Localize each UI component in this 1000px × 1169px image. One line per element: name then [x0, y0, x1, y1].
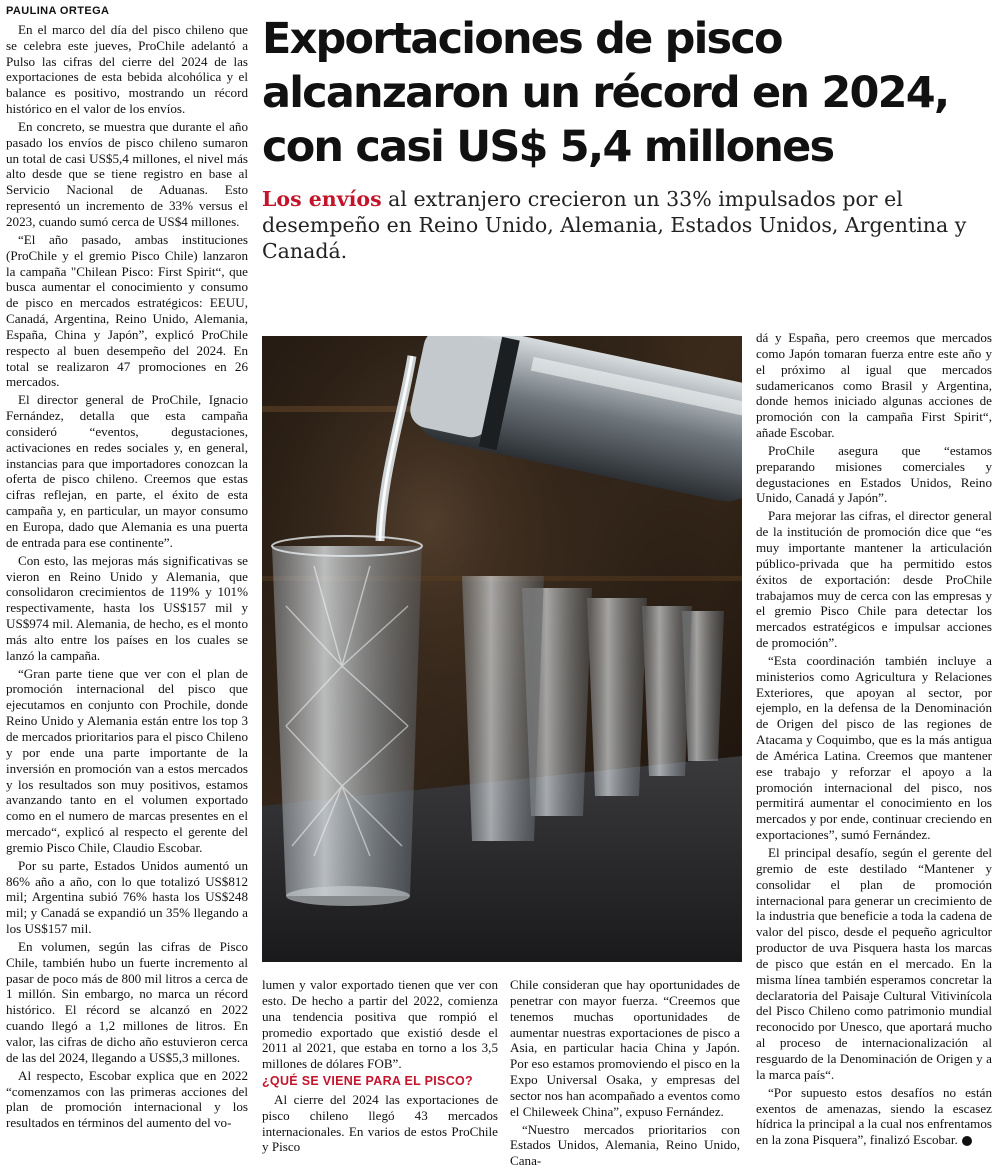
- column-2: [262, 977, 498, 1155]
- headline: Exportaciones de pisco alcanzaron un récord en 2024, con casi US$ 5,4 millones: [262, 14, 949, 172]
- end-of-article-icon: [962, 1136, 972, 1146]
- column-4: [756, 330, 992, 1148]
- paragraph: dá y España, pero creemos que mercados como Japón tomaran fuerza entre este año y el próximo al igual que mercados sudamericanos como Brasil y Argentina, donde hemos iniciado algunas acciones de promoción con la campaña First Spirit“, añade Escobar.: [756, 330, 992, 441]
- deck-text: al extranjero crecieron un 33% impulsados por el desempeño en Reino Unido, Alemania, Estados Unidos, Argentina y Canadá.: [262, 187, 967, 263]
- paragraph: Al cierre del 2024 las exportaciones de pisco chileno llegó 43 mercados internacionales. En varios de estos ProChile y Pisco: [262, 1091, 498, 1155]
- paragraph: Por su parte, Estados Unidos aumentó un 86% año a año, con lo que totalizó US$812 mil; Argentina subió 76% hasta los US$248 mil; y Canadá se expandió un 35% llegando a los US$157 mil.: [6, 857, 248, 937]
- paragraph: lumen y valor exportado tienen que ver con esto. De hecho a partir del 2022, comienza una tendencia positiva que rompió el promedio exportado que existió desde el 2011 al 2021, que estaba en torno a los 3,5 millones de dólares FOB”.: [262, 977, 498, 1072]
- column-1: [6, 4, 248, 1131]
- paragraph-text: “Por supuesto estos desafíos no están exentos de amenazas, siendo la escasez hídrica la principal a la cual nos enfrentamos en la zona Pisquera”, finalizó Escobar.: [756, 1084, 992, 1148]
- paragraph: “El año pasado, ambas instituciones (ProChile y el gremio Pisco Chile) lanzaron la campaña "Chilean Pisco: First Spirit“, que busca aumentar el conocimiento y consumo de pisco en mercados estratégicos: EEUU, Canadá, Argentina, Reino Unido, Alemania, España, China y Japón”, explicó ProChile respecto al buen desempeño del 2024. En total se realizaron 47 promociones en 26 mercados.: [6, 231, 248, 390]
- paragraph: En concreto, se muestra que durante el año pasado los envíos de pisco chileno sumaron un total de casi US$5,4 millones, el nivel más alto desde que se tiene registro en base al Servicio Nacional de Aduanas. Esto representó un incremento de 33% versus el 2023, cuando sumó cerca de US$4 millones.: [6, 118, 248, 229]
- article-photo: [262, 336, 742, 962]
- paragraph: En volumen, según las cifras de Pisco Chile, también hubo un fuerte incremento al pasar de poco más de 800 mil litros a cerca de 1 millón. Sin embargo, no marca un récord histórico. El récord se alcanzó en 2022 cuando llegó a 1,2 millones de litros. En valor, las cifras de dicho año estuvieron cerca de las del 2024, llegando a US$5,3 millones.: [6, 938, 248, 1065]
- pisco-pour-illustration: [262, 336, 742, 962]
- section-subhead: ¿QUÉ SE VIENE PARA EL PISCO?: [262, 1074, 473, 1089]
- paragraph: Para mejorar las cifras, el director general de la institución de promoción dice que “es muy importante mantener la articulación público-privada que ha permitido estos éxitos de exportación: desde ProChile trabajamos muy de cerca con las empresas y el gremio Pisco Chile para detectar los mercados estratégicos e impulsar acciones de promoción”.: [756, 508, 992, 651]
- paragraph: El director general de ProChile, Ignacio Fernández, detalla que esta campaña consideró “eventos, degustaciones, activaciones en redes sociales y, en general, instancias para que importadores conozcan la oferta de pisco chileno. Creemos que estas cifras reflejan, en parte, el éxito de esta campaña y, en particular, un mayor consumo en Europa, dado que Alemania es una puerta de entrada para ese continente”.: [6, 392, 248, 550]
- paragraph: En el marco del día del pisco chileno que se celebra este jueves, ProChile adelantó a Pulso las cifras del cierre del 2024 de las exportaciones de esta bebida alcohólica y el balance es positivo, mostrando un récord histórico en el valor de los envíos.: [6, 21, 248, 117]
- paragraph: [756, 1085, 992, 1148]
- paragraph: “Gran parte tiene que ver con el plan de promoción internacional del pisco que ejecutamos en conjunto con Prochile, donde Reino Unido y Alemania están entre los top 3 de mercados prioritarios para el pisco Chileno y por ende una parte importante de la inversión en promoción van a estos mercados y los resultados son muy positivos, estamos avanzando tanto en el volumen exportado como en el numero de marcas presentes en el mercado“, explicó al respecto el gerente del gremio Pisco Chile, Claudio Escobar.: [6, 665, 248, 855]
- paragraph: ProChile asegura que “estamos preparando misiones comerciales y degustaciones en Estados Unidos, Reino Unido, Canadá y Japón”.: [756, 442, 992, 506]
- column-3: [510, 977, 740, 1169]
- deck: [262, 186, 982, 264]
- paragraph: El principal desafío, según el gerente del gremio de este destilado “Mantener y consolidar el plan de promoción internacional para generar un crecimiento de la industria que beneficie a toda la cadena de valor del pisco, desde el pequeño agricultor productor de uva Pisquera hasta los marcas de pisco que están en el mercado. En la misma línea también esperamos concretar la declaratoria del Paisaje Cultural Vitivinícola del Pisco Chileno como patrimonio mundial reconocido por Unesco, que aportará mucho al proceso de internacionalización al resguardo de la Denominación de Origen y a la marca país“.: [756, 845, 992, 1082]
- paragraph: Al respecto, Escobar explica que en 2022 “comenzamos con las primeras acciones del plan de promoción internacional y los resultados en términos del aumento del vo-: [6, 1067, 248, 1131]
- paragraph: Chile consideran que hay oportunidades de penetrar con mayor fuerza. “Creemos que tenemos muchas oportunidades de aumentar nuestras exportaciones de pisco a Asia, en particular hacia China y Japón. Por eso estamos promoviendo el pisco en la Expo Universal Osaka, y empresas del sector nos han acompañado a eventos como el Chileweek China”, expuso Fernández.: [510, 977, 740, 1119]
- deck-lead: Los envíos: [262, 187, 382, 211]
- paragraph: “Nuestro mercados prioritarios con Estados Unidos, Alemania, Reino Unido, Cana-: [510, 1121, 740, 1169]
- byline: PAULINA ORTEGA: [6, 5, 110, 17]
- paragraph: “Esta coordinación también incluye a ministerios como Agricultura y Relaciones Exteriores, que apoyan al sector, por ejemplo, en la defensa de la Denominación de Origen del pisco de las regiones de Atacama y Coquimbo, que es la más antigua de América Latina. Creemos que mantener ese trabajo y reforzar el apoyo a la promoción internacional del pisco, nos permitirá aumentar el conocimiento en los mercados y por ende, continuar creciendo en exportaciones”, sumó Fernández.: [756, 652, 992, 843]
- paragraph: Con esto, las mejoras más significativas se vieron en Reino Unido y Alemania, que consolidaron crecimientos de 119% y 101% respectivamente, hasta los US$157 mil y US$974 mil. Alemania, de hecho, es el monto más alto entre los países en los cuales se lanzó la campaña.: [6, 552, 248, 663]
